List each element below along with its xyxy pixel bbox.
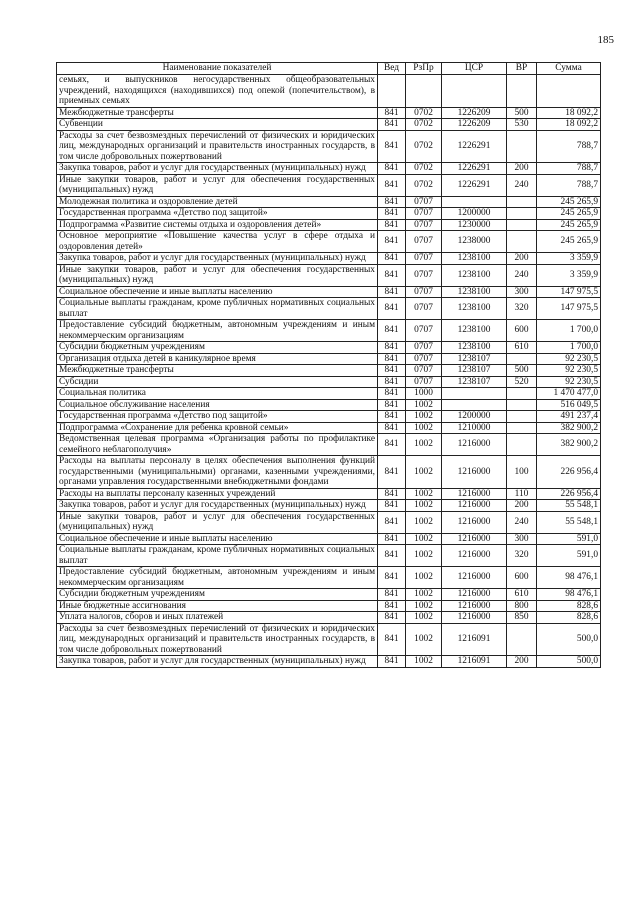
cell-name: Субсидии [57,376,378,388]
header-rzpr: РзПр [406,63,442,75]
cell-amount: 382 900,2 [537,434,601,456]
table-row [57,567,601,589]
cell-name: Иные закупки товаров, работ и услуг для обеспечения государственных (муниципальных) нужд [57,174,378,196]
cell-vr: 240 [507,174,537,196]
cell-ved: 841 [378,320,406,342]
table-row [57,219,601,231]
header-vr: ВР [507,63,537,75]
cell-name: Социальное обеспечение и иные выплаты населению [57,533,378,545]
cell-name: Молодежная политика и оздоровление детей [57,196,378,208]
cell-amount: 788,7 [537,163,601,175]
table-row [57,612,601,624]
cell-ved: 841 [378,612,406,624]
cell-vr: 240 [507,264,537,286]
cell-ved: 841 [378,253,406,265]
cell-rzpr: 0707 [406,342,442,354]
table-row [57,286,601,298]
cell-rzpr: 0702 [406,119,442,131]
cell-name: Закупка товаров, работ и услуг для государственных (муниципальных) нужд [57,500,378,512]
cell-ved: 841 [378,208,406,220]
cell-amount: 226 956,4 [537,456,601,489]
cell-rzpr: 0707 [406,365,442,377]
cell-name: Уплата налогов, сборов и иных платежей [57,612,378,624]
cell-rzpr: 0702 [406,130,442,163]
cell-vr: 200 [507,500,537,512]
cell-csr: 1216000 [442,589,507,601]
cell-ved: 841 [378,589,406,601]
cell-rzpr: 0707 [406,208,442,220]
cell-csr [442,75,507,108]
cell-csr: 1226291 [442,163,507,175]
table-row [57,623,601,656]
cell-ved: 841 [378,298,406,320]
cell-rzpr: 0707 [406,231,442,253]
cell-name: Расходы за счет безвозмездных перечислений от физических и юридических лиц, международных организаций и правительств иностранных государств, в том числе добровольных пожертвований [57,130,378,163]
cell-vr [507,422,537,434]
cell-rzpr: 0702 [406,107,442,119]
cell-vr [507,399,537,411]
cell-csr: 1216000 [442,456,507,489]
cell-name: Закупка товаров, работ и услуг для государственных (муниципальных) нужд [57,253,378,265]
cell-rzpr: 0707 [406,286,442,298]
cell-ved: 841 [378,567,406,589]
cell-rzpr: 1002 [406,623,442,656]
cell-vr: 500 [507,107,537,119]
table-row [57,434,601,456]
cell-ved: 841 [378,231,406,253]
table-row [57,500,601,512]
table-header-row [57,63,601,75]
cell-name: Иные закупки товаров, работ и услуг для обеспечения государственных (муниципальных) нужд [57,511,378,533]
cell-rzpr: 0707 [406,253,442,265]
cell-csr: 1216000 [442,612,507,624]
table-row [57,320,601,342]
cell-vr: 610 [507,342,537,354]
cell-rzpr: 1002 [406,656,442,668]
cell-amount: 3 359,9 [537,253,601,265]
cell-ved: 841 [378,399,406,411]
cell-vr: 320 [507,545,537,567]
table-row [57,264,601,286]
cell-ved: 841 [378,130,406,163]
cell-amount: 18 092,2 [537,107,601,119]
table-row [57,411,601,423]
cell-vr [507,219,537,231]
cell-name: Государственная программа «Детство под защитой» [57,411,378,423]
cell-rzpr [406,75,442,108]
header-csr: ЦСР [442,63,507,75]
cell-amount: 245 265,9 [537,219,601,231]
cell-csr: 1216000 [442,434,507,456]
cell-rzpr: 1000 [406,388,442,400]
cell-amount: 591,0 [537,533,601,545]
cell-vr: 500 [507,365,537,377]
cell-csr: 1238100 [442,342,507,354]
cell-ved: 841 [378,533,406,545]
cell-vr: 200 [507,656,537,668]
cell-vr: 520 [507,376,537,388]
cell-vr: 200 [507,253,537,265]
budget-table [56,62,601,668]
cell-amount: 1 470 477,0 [537,388,601,400]
cell-name: Иные бюджетные ассигнования [57,600,378,612]
table-row [57,298,601,320]
cell-ved: 841 [378,196,406,208]
cell-vr [507,130,537,163]
cell-amount: 491 237,4 [537,411,601,423]
cell-ved: 841 [378,600,406,612]
cell-vr [507,434,537,456]
cell-amount: 3 359,9 [537,264,601,286]
cell-vr: 600 [507,567,537,589]
cell-rzpr: 0707 [406,196,442,208]
cell-rzpr: 0707 [406,320,442,342]
table-row [57,119,601,131]
cell-name: Субсидии бюджетным учреждениям [57,589,378,601]
cell-vr [507,388,537,400]
cell-vr: 100 [507,456,537,489]
cell-rzpr: 1002 [406,411,442,423]
cell-amount: 92 230,5 [537,376,601,388]
cell-ved: 841 [378,411,406,423]
table-row [57,353,601,365]
cell-vr [507,353,537,365]
cell-csr: 1216091 [442,656,507,668]
cell-ved: 841 [378,163,406,175]
cell-name: Ведомственная целевая программа «Организация работы по профилактике семейного неблагополучия» [57,434,378,456]
cell-ved: 841 [378,119,406,131]
cell-ved: 841 [378,500,406,512]
cell-csr [442,388,507,400]
cell-rzpr: 1002 [406,589,442,601]
table-row [57,589,601,601]
cell-vr: 200 [507,163,537,175]
cell-csr: 1238100 [442,286,507,298]
cell-amount: 147 975,5 [537,286,601,298]
cell-amount: 55 548,1 [537,511,601,533]
cell-amount: 245 265,9 [537,196,601,208]
cell-ved: 841 [378,174,406,196]
table-row [57,422,601,434]
cell-ved: 841 [378,376,406,388]
table-row [57,75,601,108]
cell-name: Межбюджетные трансферты [57,365,378,377]
cell-name: Социальные выплаты гражданам, кроме публичных нормативных социальных выплат [57,545,378,567]
cell-amount: 55 548,1 [537,500,601,512]
cell-csr: 1226291 [442,130,507,163]
table-row [57,208,601,220]
cell-csr [442,399,507,411]
cell-name: Субвенции [57,119,378,131]
cell-amount: 98 476,1 [537,589,601,601]
cell-csr: 1216000 [442,511,507,533]
cell-csr: 1238100 [442,298,507,320]
cell-amount: 788,7 [537,130,601,163]
cell-ved: 841 [378,286,406,298]
cell-ved: 841 [378,545,406,567]
cell-name: Расходы за счет безвозмездных перечислений от физических и юридических лиц, международных организаций и правительств иностранных государств, в том числе добровольных пожертвований [57,623,378,656]
table-row [57,656,601,668]
cell-name: семьях, и выпускников негосударственных общеобразовательных учреждений, находящихся (находившихся) под опекой (попечительством), в приемных семьях [57,75,378,108]
cell-vr: 800 [507,600,537,612]
cell-amount: 828,6 [537,600,601,612]
cell-name: Социальное обслуживание населения [57,399,378,411]
cell-name: Межбюджетные трансферты [57,107,378,119]
cell-rzpr: 0702 [406,174,442,196]
cell-rzpr: 0707 [406,264,442,286]
cell-name: Иные закупки товаров, работ и услуг для обеспечения государственных (муниципальных) нужд [57,264,378,286]
cell-name: Социальные выплаты гражданам, кроме публичных нормативных социальных выплат [57,298,378,320]
cell-amount: 226 956,4 [537,488,601,500]
cell-vr: 610 [507,589,537,601]
table-row [57,365,601,377]
cell-vr: 300 [507,533,537,545]
cell-name: Государственная программа «Детство под защитой» [57,208,378,220]
cell-amount: 98 476,1 [537,567,601,589]
cell-ved: 841 [378,434,406,456]
header-ved: Вед [378,63,406,75]
cell-name: Расходы на выплаты персоналу в целях обеспечения выполнения функций государственными (муниципальными) органами, казенными учреждениями, органами управления государственными внебюджетными фондами [57,456,378,489]
cell-rzpr: 1002 [406,488,442,500]
cell-ved: 841 [378,511,406,533]
cell-vr: 300 [507,286,537,298]
cell-rzpr: 1002 [406,422,442,434]
cell-name: Предоставление субсидий бюджетным, автономным учреждениям и иным некоммерческим организациям [57,320,378,342]
cell-name: Предоставление субсидий бюджетным, автономным учреждениям и иным некоммерческим организациям [57,567,378,589]
cell-ved: 841 [378,623,406,656]
cell-vr [507,196,537,208]
cell-name: Социальное обеспечение и иные выплаты населению [57,286,378,298]
cell-name: Закупка товаров, работ и услуг для государственных (муниципальных) нужд [57,163,378,175]
cell-csr: 1216000 [442,533,507,545]
cell-amount: 500,0 [537,623,601,656]
cell-csr: 1238100 [442,320,507,342]
cell-amount: 1 700,0 [537,342,601,354]
cell-amount: 245 265,9 [537,208,601,220]
table-row [57,600,601,612]
cell-amount: 788,7 [537,174,601,196]
table-row [57,231,601,253]
page-number: 185 [597,34,614,46]
cell-ved: 841 [378,353,406,365]
cell-csr: 1216000 [442,600,507,612]
cell-ved: 841 [378,488,406,500]
cell-rzpr: 1002 [406,511,442,533]
cell-rzpr: 1002 [406,500,442,512]
cell-rzpr: 1002 [406,545,442,567]
cell-ved: 841 [378,264,406,286]
cell-vr [507,411,537,423]
table-row [57,107,601,119]
table-row [57,163,601,175]
cell-rzpr: 0702 [406,163,442,175]
header-name: Наименование показателей [57,63,378,75]
cell-rzpr: 1002 [406,399,442,411]
header-amount: Сумма [537,63,601,75]
cell-csr: 1226291 [442,174,507,196]
cell-vr [507,231,537,253]
table-row [57,130,601,163]
cell-csr: 1200000 [442,411,507,423]
cell-amount: 92 230,5 [537,353,601,365]
cell-vr [507,208,537,220]
cell-ved: 841 [378,365,406,377]
table-row [57,456,601,489]
cell-ved: 841 [378,656,406,668]
cell-ved: 841 [378,388,406,400]
cell-vr: 850 [507,612,537,624]
table-row [57,342,601,354]
cell-vr [507,623,537,656]
cell-csr: 1238107 [442,376,507,388]
table-row [57,174,601,196]
table-row [57,533,601,545]
table-row [57,399,601,411]
cell-name: Подпрограмма «Сохранение для ребенка кровной семьи» [57,422,378,434]
cell-csr: 1238100 [442,264,507,286]
cell-amount: 516 049,5 [537,399,601,411]
cell-csr: 1226209 [442,107,507,119]
cell-ved: 841 [378,456,406,489]
table-body [57,75,601,668]
cell-csr: 1210000 [442,422,507,434]
cell-name: Закупка товаров, работ и услуг для государственных (муниципальных) нужд [57,656,378,668]
cell-ved [378,75,406,108]
table-row [57,196,601,208]
cell-vr: 320 [507,298,537,320]
cell-ved: 841 [378,219,406,231]
cell-csr: 1216000 [442,567,507,589]
cell-amount: 500,0 [537,656,601,668]
cell-rzpr: 1002 [406,533,442,545]
table-row [57,488,601,500]
cell-name: Основное мероприятие «Повышение качества услуг в сфере отдыха и оздоровления детей» [57,231,378,253]
cell-csr: 1230000 [442,219,507,231]
cell-csr: 1216000 [442,500,507,512]
cell-ved: 841 [378,342,406,354]
cell-rzpr: 0707 [406,219,442,231]
cell-ved: 841 [378,107,406,119]
cell-csr: 1216000 [442,488,507,500]
cell-amount: 591,0 [537,545,601,567]
cell-csr: 1238000 [442,231,507,253]
cell-csr: 1216000 [442,545,507,567]
cell-name: Организация отдыха детей в каникулярное время [57,353,378,365]
cell-rzpr: 1002 [406,600,442,612]
cell-csr: 1216091 [442,623,507,656]
cell-name: Расходы на выплаты персоналу казенных учреждений [57,488,378,500]
cell-rzpr: 0707 [406,376,442,388]
cell-amount: 18 092,2 [537,119,601,131]
cell-vr: 110 [507,488,537,500]
table-row [57,511,601,533]
cell-name: Социальная политика [57,388,378,400]
cell-vr: 240 [507,511,537,533]
cell-csr: 1238107 [442,365,507,377]
cell-rzpr: 1002 [406,434,442,456]
cell-rzpr: 1002 [406,612,442,624]
cell-rzpr: 1002 [406,567,442,589]
cell-vr: 600 [507,320,537,342]
cell-ved: 841 [378,422,406,434]
cell-amount: 245 265,9 [537,231,601,253]
table-row [57,253,601,265]
cell-csr: 1238100 [442,253,507,265]
cell-csr: 1238107 [442,353,507,365]
cell-name: Подпрограмма «Развитие системы отдыха и оздоровления детей» [57,219,378,231]
cell-amount: 828,6 [537,612,601,624]
cell-csr [442,196,507,208]
cell-amount: 1 700,0 [537,320,601,342]
cell-amount [537,75,601,108]
cell-vr [507,75,537,108]
cell-amount: 147 975,5 [537,298,601,320]
cell-csr: 1226209 [442,119,507,131]
cell-rzpr: 0707 [406,353,442,365]
table-row [57,376,601,388]
cell-amount: 92 230,5 [537,365,601,377]
table-row [57,545,601,567]
cell-rzpr: 1002 [406,456,442,489]
cell-rzpr: 0707 [406,298,442,320]
cell-name: Субсидии бюджетным учреждениям [57,342,378,354]
table-row [57,388,601,400]
cell-csr: 1200000 [442,208,507,220]
cell-amount: 382 900,2 [537,422,601,434]
cell-vr: 530 [507,119,537,131]
